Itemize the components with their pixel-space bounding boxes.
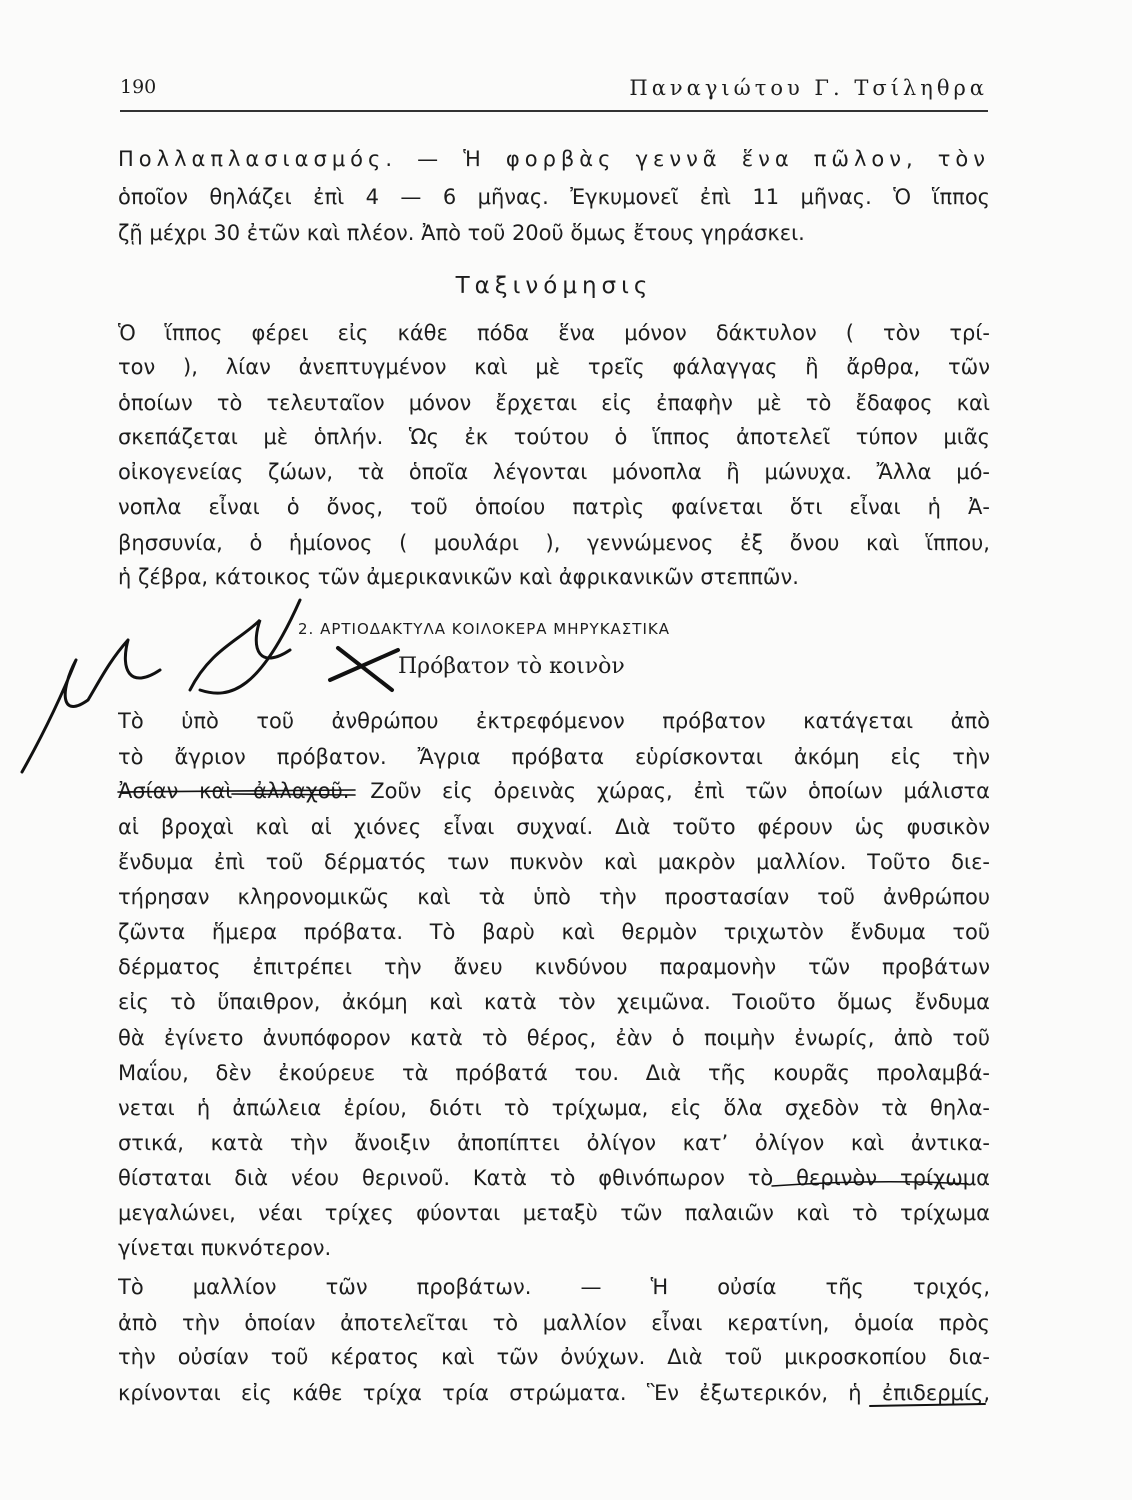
text-line: ὁποῖον θηλάζει ἐπὶ 4 — 6 μῆνας. Ἐγκυμονεῖ ἐπὶ 11 μῆνας. Ὁ ἵππος xyxy=(118,185,990,209)
text-line: οἰκογενείας ζώων, τὰ ὁποῖα λέγονται μόνοπλα ἢ μώνυχα. Ἄλλα μό- xyxy=(118,460,990,484)
text-line: σκεπάζεται μὲ ὁπλήν. Ὡς ἐκ τούτου ὁ ἵππος ἀποτελεῖ τύπον μιᾶς xyxy=(118,425,990,449)
subsection-label: 2. ΑΡΤΙΟΔΑΚΤΥΛΑ ΚΟΙΛΟΚΕΡΑ ΜΗΡΥΚΑΣΤΙΚΑ xyxy=(298,620,670,638)
text-line: τὸ ἄγριον πρόβατον. Ἄγρια πρόβατα εὑρίσκονται ἀκόμη εἰς τὴν xyxy=(118,745,990,769)
text-line: θίσταται διὰ νέου θερινοῦ. Κατὰ τὸ φθινόπωρον τὸ θερινὸν τρίχωμα xyxy=(118,1166,990,1190)
text-line: Ὁ ἵππος φέρει εἰς κάθε πόδα ἕνα μόνον δάκτυλον ( τὸν τρί- xyxy=(118,321,990,345)
text-line: γίνεται πυκνότερον. xyxy=(118,1236,332,1260)
section-heading: Ταξινόμησις xyxy=(455,273,653,299)
text-line: μεγαλώνει, νέαι τρίχες φύονται μεταξὺ τῶν παλαιῶν καὶ τὸ τρίχωμα xyxy=(118,1201,990,1225)
cross-mark xyxy=(330,648,398,690)
text-line: ἡ ζέβρα, κάτοικος τῶν ἀμερικανικῶν καὶ ἀφρικανικῶν στεππῶν. xyxy=(118,565,799,589)
text-line: Ἀσίαν καὶ ἀλλαχοῦ. Ζοῦν εἰς ὀρεινὰς χώρας, ἐπὶ τῶν ὁποίων μάλιστα xyxy=(118,779,990,803)
text-line: Τὸ ὑπὸ τοῦ ἀνθρώπου ἐκτρεφόμενον πρόβατον κατάγεται ἀπὸ xyxy=(118,709,990,733)
text-line: αἱ βροχαὶ καὶ αἱ χιόνες εἶναι συχναί. Διὰ τοῦτο φέρουν ὡς φυσικὸν xyxy=(118,815,990,839)
text-line: Πολλαπλασιασμός. — Ἡ φορβὰς γεννᾶ ἕνα πῶλον, τὸν xyxy=(118,147,990,171)
text-line: δέρματος ἐπιτρέπει τὴν ἄνευ κινδύνου παραμονὴν τῶν προβάτων xyxy=(118,955,990,979)
text-line: εἰς τὸ ὕπαιθρον, ἀκόμη καὶ κατὰ τὸν χειμῶνα. Τοιοῦτο ὅμως ἔνδυμα xyxy=(118,990,990,1014)
running-head: Παναγιώτου Γ. Τσίληθρα xyxy=(629,76,988,100)
text-line: ζῇ μέχρι 30 ἐτῶν καὶ πλέον. Ἀπὸ τοῦ 20οῦ ὅμως ἔτους γηράσκει. xyxy=(118,221,805,245)
text-line: νοπλα εἶναι ὁ ὄνος, τοῦ ὁποίου πατρὶς φαίνεται ὅτι εἶναι ἡ Ἀ- xyxy=(118,495,990,519)
text-line: θὰ ἐγίνετο ἀνυπόφορον κατὰ τὸ θέρος, ἐὰν ὁ ποιμὴν ἐνωρίς, ἀπὸ τοῦ xyxy=(118,1026,990,1050)
text-line: ὁποίων τὸ τελευταῖον μόνον ἔρχεται εἰς ἐπαφὴν μὲ τὸ ἔδαφος καὶ xyxy=(118,391,990,415)
text-line: τον ), λίαν ἀνεπτυγμένον καὶ μὲ τρεῖς φάλαγγας ἢ ἄρθρα, τῶν xyxy=(118,355,990,379)
text-line: βησσυνία, ὁ ἡμίονος ( μουλάρι ), γεννώμενος ἐξ ὄνου καὶ ἵππου, xyxy=(118,531,990,555)
text-line: στικά, κατὰ τὴν ἄνοιξιν ἀποπίπτει ὀλίγον κατ’ ὀλίγον καὶ ἀντικα- xyxy=(118,1131,990,1155)
text-line: τήρησαν κληρονομικῶς καὶ τὰ ὑπὸ τὴν προστασίαν τοῦ ἀνθρώπου xyxy=(118,885,990,909)
text-line: Τὸ μαλλίον τῶν προβάτων. — Ἡ οὐσία τῆς τριχός, xyxy=(118,1275,990,1299)
page-number: 190 xyxy=(120,76,157,98)
text-line: Μαΐου, δὲν ἐκούρευε τὰ πρόβατά του. Διὰ τῆς κουρᾶς προλαμβά- xyxy=(118,1061,990,1085)
text-line: νεται ἡ ἀπώλεια ἐρίου, διότι τὸ τρίχωμα, εἰς ὅλα σχεδὸν τὰ θηλα- xyxy=(118,1096,990,1120)
section-heading-sheep: Πρόβατον τὸ κοινὸν xyxy=(398,654,625,679)
page-header xyxy=(120,70,988,112)
handwriting-scribble-center xyxy=(190,600,300,693)
text-line: ἔνδυμα ἐπὶ τοῦ δέρματός των πυκνὸν καὶ μακρὸν μαλλίον. Τοῦτο διε- xyxy=(118,850,990,874)
text-line: ἀπὸ τὴν ὁποίαν ἀποτελεῖται τὸ μαλλίον εἶναι κερατίνη, ὁμοία πρὸς xyxy=(118,1311,990,1335)
text-line: τὴν οὐσίαν τοῦ κέρατος καὶ τῶν ὀνύχων. Διὰ τοῦ μικροσκοπίου δια- xyxy=(118,1345,990,1369)
text-line: ζῶντα ἥμερα πρόβατα. Τὸ βαρὺ καὶ θερμὸν τριχωτὸν ἔνδυμα τοῦ xyxy=(118,920,990,944)
text-line: κρίνονται εἰς κάθε τρίχα τρία στρώματα. Ἓν ἐξωτερικόν, ἡ ἐπιδερμίς, xyxy=(118,1381,990,1405)
